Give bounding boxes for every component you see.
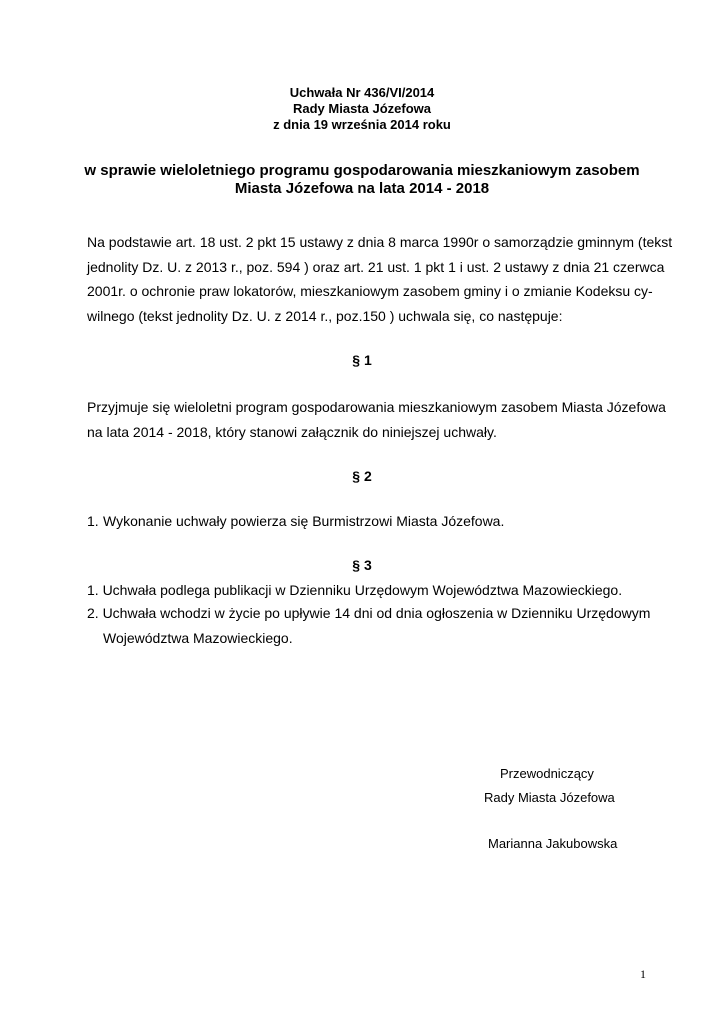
list-text: Wykonanie uchwały powierza się Burmistrzowi Miasta Józefowa.: [103, 513, 505, 529]
section-3-heading: § 3: [352, 557, 372, 573]
section-1-line: Przyjmuje się wieloletni program gospodarowania mieszkaniowym zasobem Miasta Józefowa: [87, 399, 666, 415]
preamble-line: wilnego (tekst jednolity Dz. U. z 2014 r., poz.150 ) uchwala się, co następuje:: [87, 307, 563, 324]
list-text-line: Województwa Mazowieckiego.: [103, 629, 293, 646]
section-2-item-1: [87, 509, 647, 534]
title-line-1: w sprawie wieloletniego programu gospodarowania mieszkaniowym zasobem: [84, 162, 640, 179]
signature-name: Marianna Jakubowska: [488, 836, 618, 851]
preamble-paragraph: [87, 230, 673, 328]
section-1-heading: § 1: [352, 352, 372, 368]
list-text-line: 2. Uchwała wchodzi w życie po upływie 14 dni od dnia ogłoszenia w Dzienniku Urzędowym: [87, 605, 651, 621]
section-3-item-1: [87, 578, 647, 603]
section-3-item-2: [87, 601, 651, 650]
section-2-heading: § 2: [352, 468, 372, 484]
list-text: 1. Uchwała podlega publikacji w Dzienniku Urzędowym Województwa Mazowieckiego.: [87, 582, 623, 598]
list-number: 1.: [87, 513, 99, 529]
resolution-header: [0, 85, 724, 133]
section-1-line: na lata 2014 - 2018, który stanowi załącznik do niniejszej uchwały.: [87, 423, 497, 440]
preamble-line: 2001r. o ochronie praw lokatorów, mieszkaniowym zasobem gminy i o zmianie Kodeksu cy-: [87, 283, 653, 299]
council-name: Rady Miasta Józefowa: [293, 101, 431, 116]
preamble-line: Na podstawie art. 18 ust. 2 pkt 15 ustawy z dnia 8 marca 1990r o samorządzie gminnym (tekst: [87, 234, 673, 250]
title-line-2: Miasta Józefowa na lata 2014 - 2018: [234, 180, 490, 197]
resolution-number: Uchwała Nr 436/VI/2014: [289, 85, 435, 100]
resolution-date: z dnia 19 września 2014 roku: [273, 117, 451, 132]
signature-council: Rady Miasta Józefowa: [484, 790, 615, 805]
page-number: 1: [640, 967, 646, 981]
section-1-paragraph: [87, 395, 666, 444]
signature-role: Przewodniczący: [500, 766, 594, 781]
resolution-title: [60, 162, 664, 198]
preamble-line: jednolity Dz. U. z 2013 r., poz. 594 ) oraz art. 21 ust. 1 pkt 1 i ust. 2 ustawy z dnia 21 czerwca: [87, 258, 665, 275]
